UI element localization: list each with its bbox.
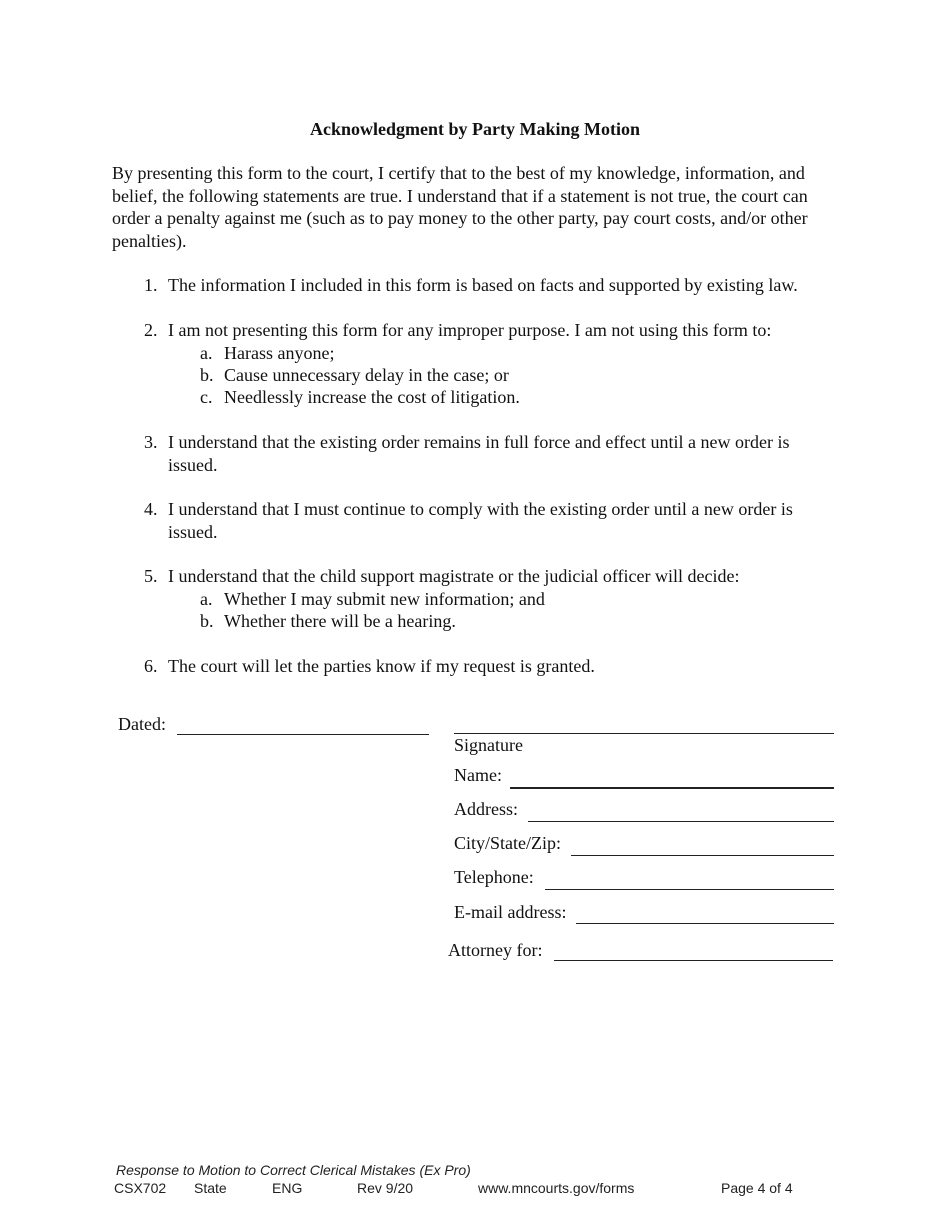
footer-jurisdiction: State: [194, 1180, 227, 1196]
list-item-number: 4.: [144, 499, 158, 519]
sub-list-letter: c.: [200, 387, 213, 407]
footer-revision: Rev 9/20: [357, 1180, 414, 1196]
attorney-for-field[interactable]: [554, 960, 833, 961]
address-label: Address:: [454, 799, 518, 819]
intro-paragraph: By presenting this form to the court, I certify that to the best of my knowledge, information, and belief, the following statements are true. I understand that if a statement is not true, the court can order a penalty against me (such as to pay money to the other party, pay court costs, and/or other penalties).: [112, 163, 808, 251]
footer-form-code: CSX702: [114, 1180, 167, 1196]
telephone-field[interactable]: [545, 889, 834, 890]
footer-form-title: Response to Motion to Correct Clerical Mistakes (Ex Pro): [116, 1162, 471, 1178]
list-item-number: 5.: [144, 566, 158, 586]
telephone-label: Telephone:: [454, 867, 534, 887]
list-item-text: I understand that the child support magistrate or the judicial officer will decide:: [168, 566, 740, 586]
name-label: Name:: [454, 765, 502, 785]
list-item-text: I understand that the existing order remains in full force and effect until a new order is issued.: [168, 432, 790, 475]
list-item-text: The court will let the parties know if my request is granted.: [168, 656, 595, 676]
city-state-zip-label: City/State/Zip:: [454, 833, 561, 853]
email-field[interactable]: [576, 923, 834, 924]
list-item-number: 6.: [144, 656, 158, 676]
name-field[interactable]: [510, 787, 834, 789]
sub-list-text: Whether I may submit new information; and: [224, 589, 545, 609]
sub-list-letter: b.: [200, 611, 214, 631]
list-item-text: The information I included in this form is based on facts and supported by existing law.: [168, 275, 798, 295]
sub-list-letter: b.: [200, 365, 214, 385]
list-item-number: 3.: [144, 432, 158, 452]
city-state-zip-field[interactable]: [571, 855, 834, 856]
list-item-number: 1.: [144, 275, 158, 295]
footer-website: www.mncourts.gov/forms: [478, 1180, 635, 1196]
signature-label: Signature: [454, 735, 523, 755]
footer-language: ENG: [272, 1180, 303, 1196]
page-title: Acknowledgment by Party Making Motion: [310, 119, 640, 139]
list-item-number: 2.: [144, 320, 158, 340]
email-label: E-mail address:: [454, 902, 567, 922]
list-item-text: I am not presenting this form for any improper purpose. I am not using this form to:: [168, 320, 772, 340]
sub-list-text: Cause unnecessary delay in the case; or: [224, 365, 509, 385]
dated-field[interactable]: [177, 734, 429, 735]
attorney-for-label: Attorney for:: [448, 940, 543, 960]
address-field[interactable]: [528, 821, 834, 822]
sub-list-text: Whether there will be a hearing.: [224, 611, 456, 631]
dated-label: Dated:: [118, 714, 166, 734]
list-item-text: I understand that I must continue to comply with the existing order until a new order is issued.: [168, 499, 793, 542]
footer-page-number: Page 4 of 4: [721, 1180, 793, 1196]
sub-list-text: Harass anyone;: [224, 343, 335, 363]
sub-list-text: Needlessly increase the cost of litigation.: [224, 387, 520, 407]
sub-list-letter: a.: [200, 589, 213, 609]
sub-list-letter: a.: [200, 343, 213, 363]
